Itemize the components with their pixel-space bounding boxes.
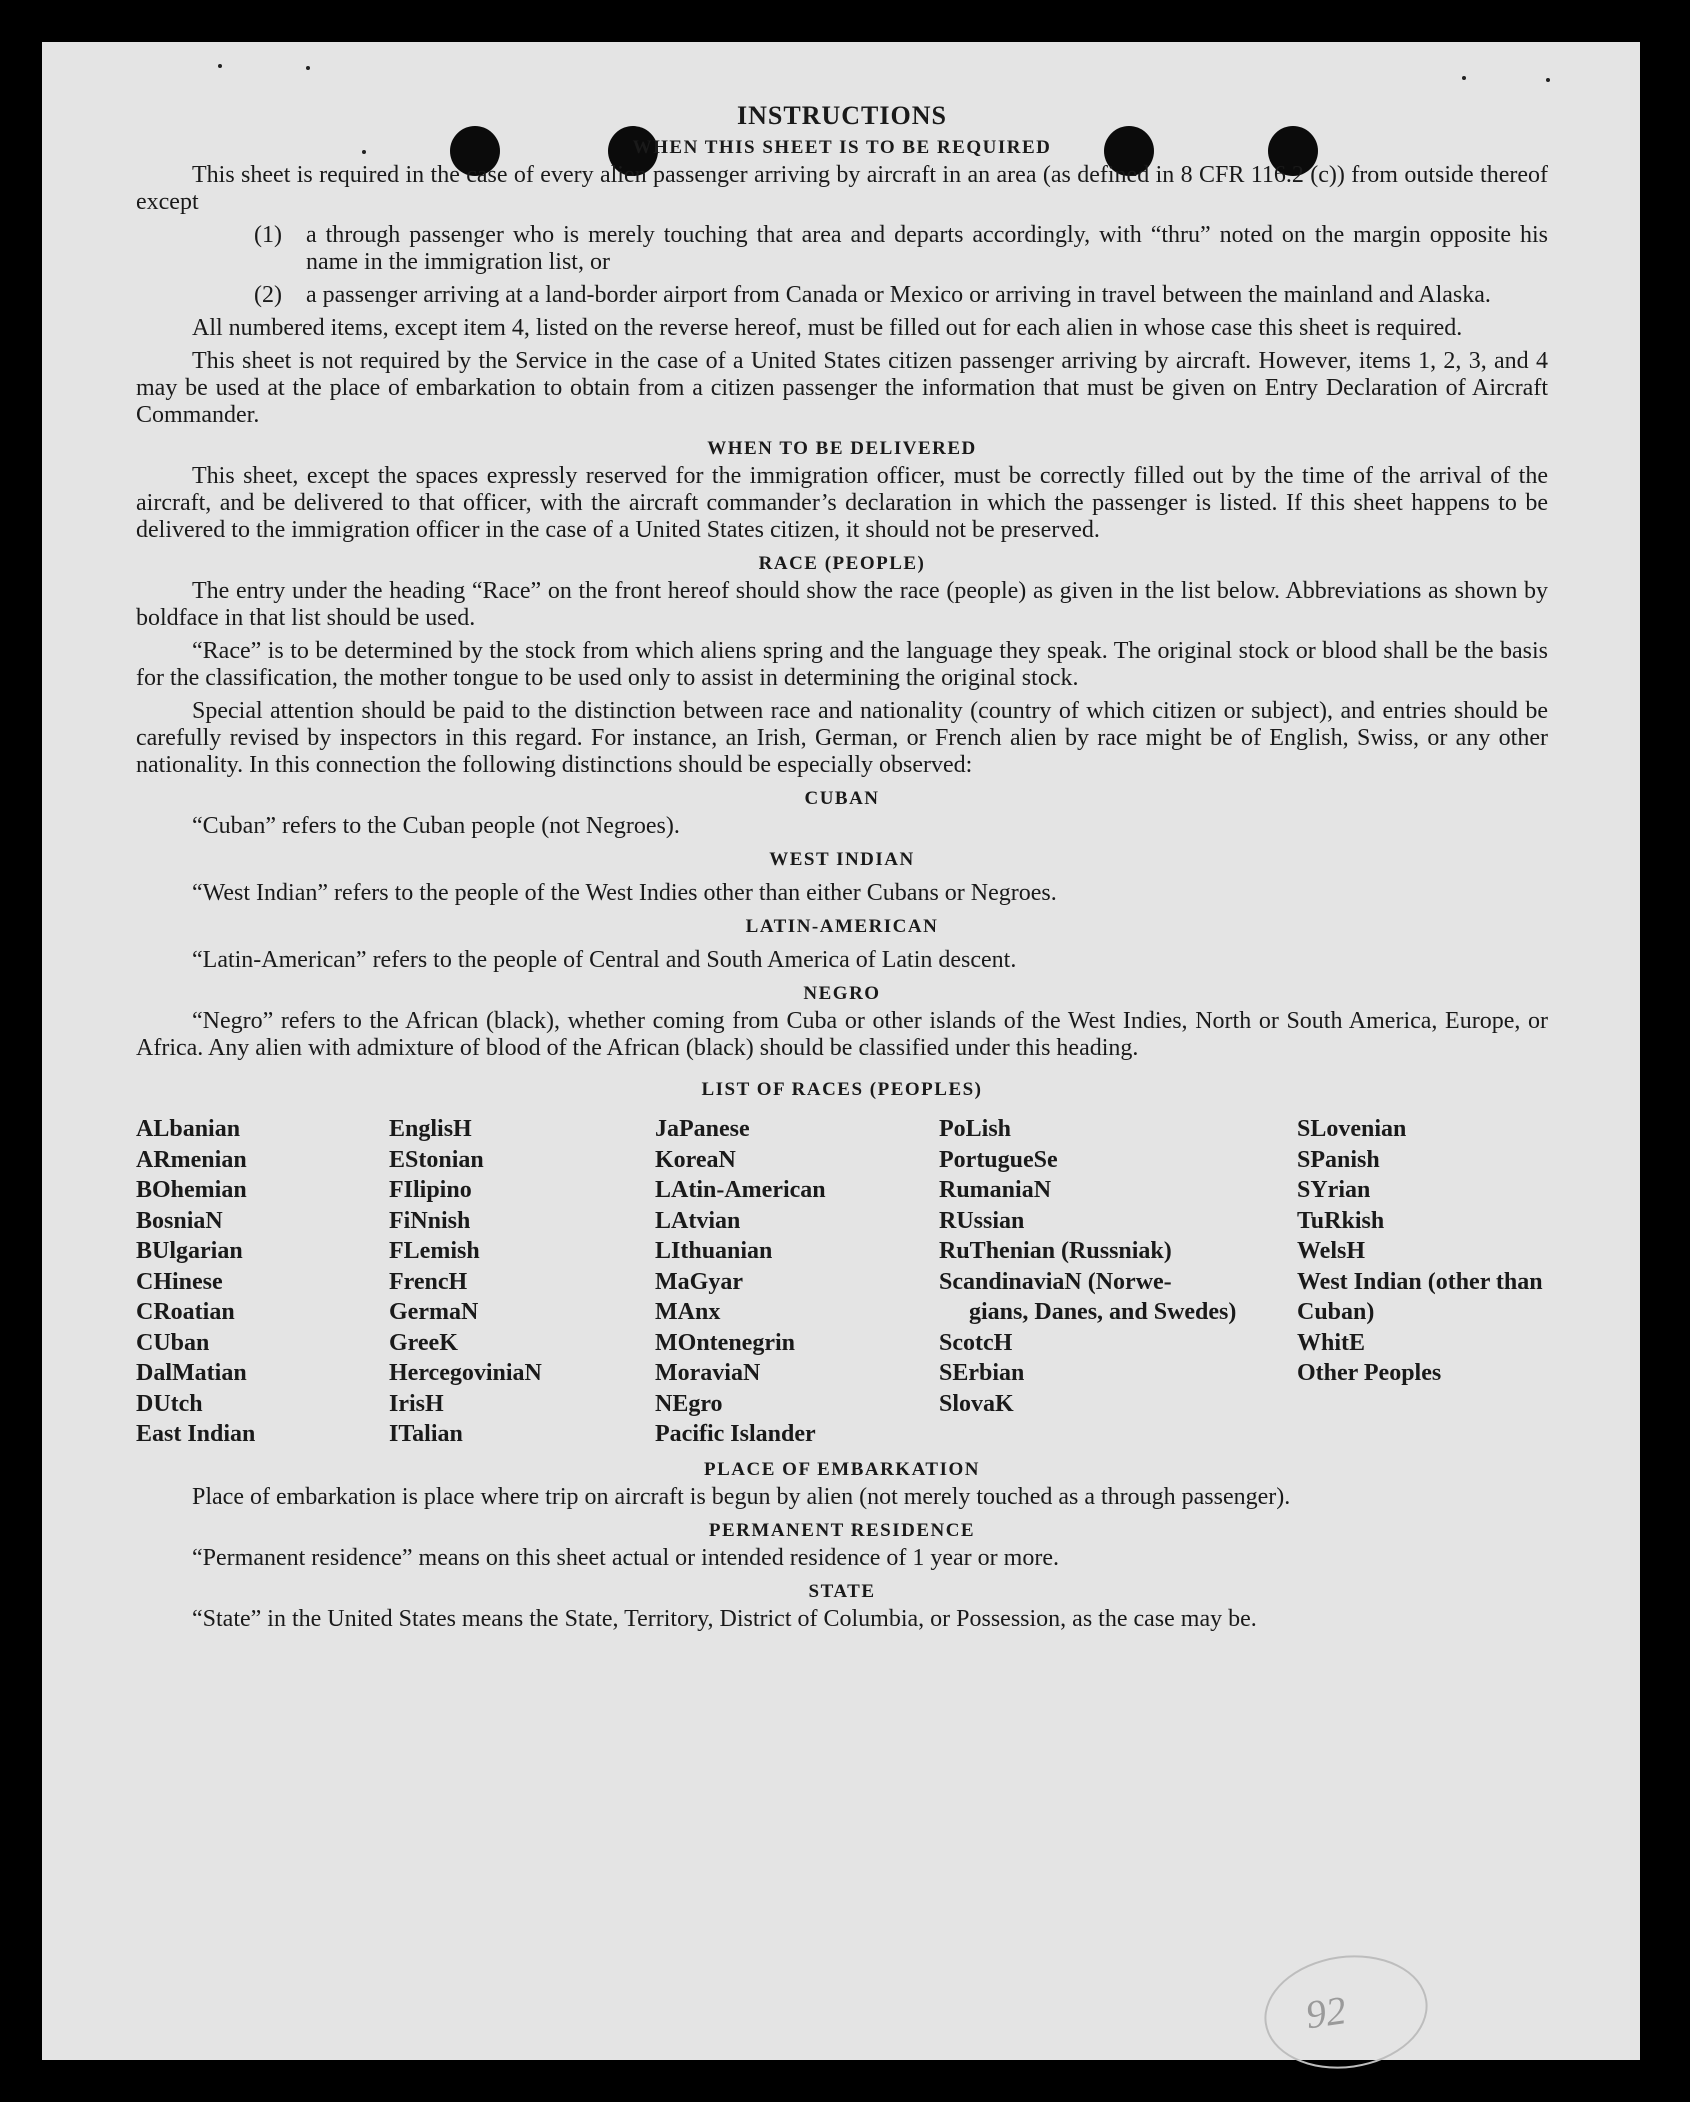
race-entry: JaPanese: [655, 1116, 750, 1142]
exception-item: [254, 282, 1548, 309]
heading-race: RACE (PEOPLE): [758, 553, 926, 574]
race-entry: WhitE: [1297, 1329, 1366, 1356]
race-entry: EStonian: [389, 1146, 484, 1173]
race-entry: SPanish: [1297, 1146, 1380, 1173]
races-column-2: [389, 1114, 655, 1450]
race-entry: MaGyar: [655, 1268, 743, 1295]
race-entry: SLovenian: [1297, 1116, 1407, 1142]
speck: [306, 66, 310, 70]
race-entry: Other Peoples: [1297, 1360, 1442, 1386]
speck: [1462, 76, 1466, 80]
race-entry: CRoatian: [136, 1299, 235, 1325]
race-paragraph-2: “Race” is to be determined by the stock from which aliens spring and the language they speak. The original stock or blood shall be the basis for the classification, the mother tongue to be used only to assist in determining the original stock.: [136, 638, 1548, 691]
exception-item: [254, 222, 1548, 276]
race-entry: BUlgarian: [136, 1238, 243, 1264]
race-entry: WelsH: [1297, 1238, 1366, 1264]
negro-text: “Negro” refers to the African (black), whether coming from Cuba or other islands of the West Indies, North or South America, Europe, or Africa. Any alien with admixture of blood of the African (black) should be classified under this heading.: [136, 1008, 1548, 1061]
race-entry: GreeK: [389, 1329, 458, 1356]
race-entry: KoreaN: [655, 1146, 736, 1173]
cuban-text: “Cuban” refers to the Cuban people (not Negroes).: [192, 813, 680, 839]
race-entry: EnglisH: [389, 1116, 472, 1142]
west-indian-text: “West Indian” refers to the people of the West Indies other than either Cubans or Negroes.: [192, 880, 1057, 906]
race-entry: BOhemian: [136, 1177, 247, 1203]
race-entry: SYrian: [1297, 1177, 1371, 1203]
race-entry: SErbian: [939, 1360, 1025, 1386]
race-entry: RuThenian (Russniak): [939, 1238, 1172, 1264]
embarkation-text: Place of embarkation is place where trip on aircraft is begun by alien (not merely touched as a through passenger).: [192, 1483, 1291, 1510]
heading-west-indian: WEST INDIAN: [769, 849, 915, 870]
race-entry: SlovaK: [939, 1390, 1014, 1417]
heading-embarkation: PLACE OF EMBARKATION: [704, 1458, 980, 1480]
race-entry: BosniaN: [136, 1207, 223, 1234]
page-title: INSTRUCTIONS: [737, 101, 947, 130]
race-entry: DUtch: [136, 1390, 203, 1417]
required-citizen-note: This sheet is not required by the Service in the case of a United States citizen passenger arriving by aircraft. However, items 1, 2, 3, and 4 may be used at the place of embarkation to obtain from a citizen passenger the information that must be given on Entry Declaration of Aircraft Commander.: [136, 348, 1548, 428]
race-entry: West Indian (other than Cuban): [1297, 1268, 1543, 1325]
stamp-number: 92: [1302, 1987, 1349, 2038]
state-text: “State” in the United States means the State, Territory, District of Columbia, or Possession, as the case may be.: [192, 1605, 1257, 1632]
required-intro: This sheet is required in the case of every alien passenger arriving by aircraft in an area (as defined in 8 CFR 116.2 (c)) from outside thereof except: [136, 162, 1548, 215]
race-paragraph-1: The entry under the heading “Race” on the front hereof should show the race (people) as given in the list below. Abbreviations as shown by boldface in that list should be used.: [136, 578, 1548, 631]
heading-state: STATE: [808, 1580, 876, 1602]
race-entry: LAtvian: [655, 1207, 741, 1234]
race-entry: FLemish: [389, 1238, 480, 1264]
races-list: [136, 1114, 1548, 1450]
races-column-4: [939, 1114, 1297, 1450]
race-entry: LAtin-American: [655, 1177, 826, 1203]
race-entry: GermaN: [389, 1299, 479, 1325]
heading-cuban: CUBAN: [804, 788, 880, 809]
race-entry: ScotcH: [939, 1329, 1013, 1356]
exception-text: a passenger arriving at a land-border airport from Canada or Mexico or arriving in travel between the mainland and Alaska.: [306, 282, 1491, 308]
speck: [1546, 78, 1550, 82]
races-column-5: [1297, 1114, 1548, 1450]
race-entry: FrencH: [389, 1268, 468, 1295]
race-entry: MAnx: [655, 1299, 721, 1325]
heading-permanent-residence: PERMANENT RESIDENCE: [708, 1519, 976, 1541]
race-entry: CUban: [136, 1329, 210, 1356]
race-entry: FiNnish: [389, 1207, 471, 1234]
race-entry: East Indian: [136, 1421, 256, 1447]
race-entry: ALbanian: [136, 1116, 241, 1142]
race-entry: RumaniaN: [939, 1177, 1052, 1203]
race-entry: PortugueSe: [939, 1146, 1058, 1173]
latin-american-text: “Latin-American” refers to the people of Central and South America of Latin descent.: [192, 947, 1017, 973]
race-entry: ITalian: [389, 1421, 463, 1447]
race-entry: LIthuanian: [655, 1238, 773, 1264]
race-entry: IrisH: [389, 1390, 444, 1417]
race-paragraph-3: Special attention should be paid to the distinction between race and nationality (country of which citizen or subject), and entries should be carefully revised by inspectors in this regard. For instance, an Irish, German, or French alien by race might be of English, Swiss, or any other nationality. In this connection the following distinctions should be especially observed:: [136, 698, 1548, 778]
heading-required: WHEN THIS SHEET IS TO BE REQUIRED: [632, 137, 1052, 158]
race-entry: PoLish: [939, 1116, 1012, 1142]
race-entry: CHinese: [136, 1268, 223, 1295]
heading-negro: NEGRO: [803, 983, 881, 1004]
race-entry: FIlipino: [389, 1177, 472, 1203]
exception-text: a through passenger who is merely touching that area and departs accordingly, with “thru” noted on the margin opposite his name in the immigration list, or: [306, 222, 1548, 275]
race-entry: ScandinaviaN (Norwe-: [939, 1268, 1172, 1295]
instructions-content: [136, 100, 1548, 1633]
required-numbered-items: All numbered items, except item 4, listed on the reverse hereof, must be filled out for each alien in whose case this sheet is required.: [192, 315, 1463, 341]
race-entry: RUssian: [939, 1207, 1025, 1234]
race-entry: HercegoviniaN: [389, 1360, 542, 1386]
permanent-residence-text: “Permanent residence” means on this sheet actual or intended residence of 1 year or more.: [192, 1544, 1059, 1571]
race-entry: TuRkish: [1297, 1207, 1385, 1234]
heading-delivered: WHEN TO BE DELIVERED: [707, 438, 977, 459]
race-entry: DalMatian: [136, 1360, 247, 1386]
delivered-text: This sheet, except the spaces expressly reserved for the immigration officer, must be correctly filled out by the time of the arrival of the aircraft, and be delivered to that officer, with the aircraft commander’s declaration in which the passenger is listed. If this sheet happens to be delivered to the immigration officer in the case of a United States citizen, it should not be preserved.: [136, 463, 1548, 543]
race-entry: Pacific Islander: [655, 1421, 816, 1447]
speck: [218, 64, 222, 68]
exception-number: (2): [254, 282, 282, 308]
race-entry: MoraviaN: [655, 1360, 761, 1386]
race-entry: MOntenegrin: [655, 1329, 795, 1356]
exception-number: (1): [254, 222, 282, 248]
race-entry: ARmenian: [136, 1146, 247, 1173]
heading-latin-american: LATIN-AMERICAN: [745, 916, 939, 937]
races-column-1: [136, 1114, 389, 1450]
heading-list-of-races: LIST OF RACES (PEOPLES): [701, 1079, 983, 1100]
races-column-3: [655, 1114, 939, 1450]
race-entry-continuation: gians, Danes, and Swedes): [969, 1299, 1237, 1325]
handwritten-number-stamp: [1257, 1945, 1435, 2079]
race-entry: NEgro: [655, 1390, 723, 1417]
